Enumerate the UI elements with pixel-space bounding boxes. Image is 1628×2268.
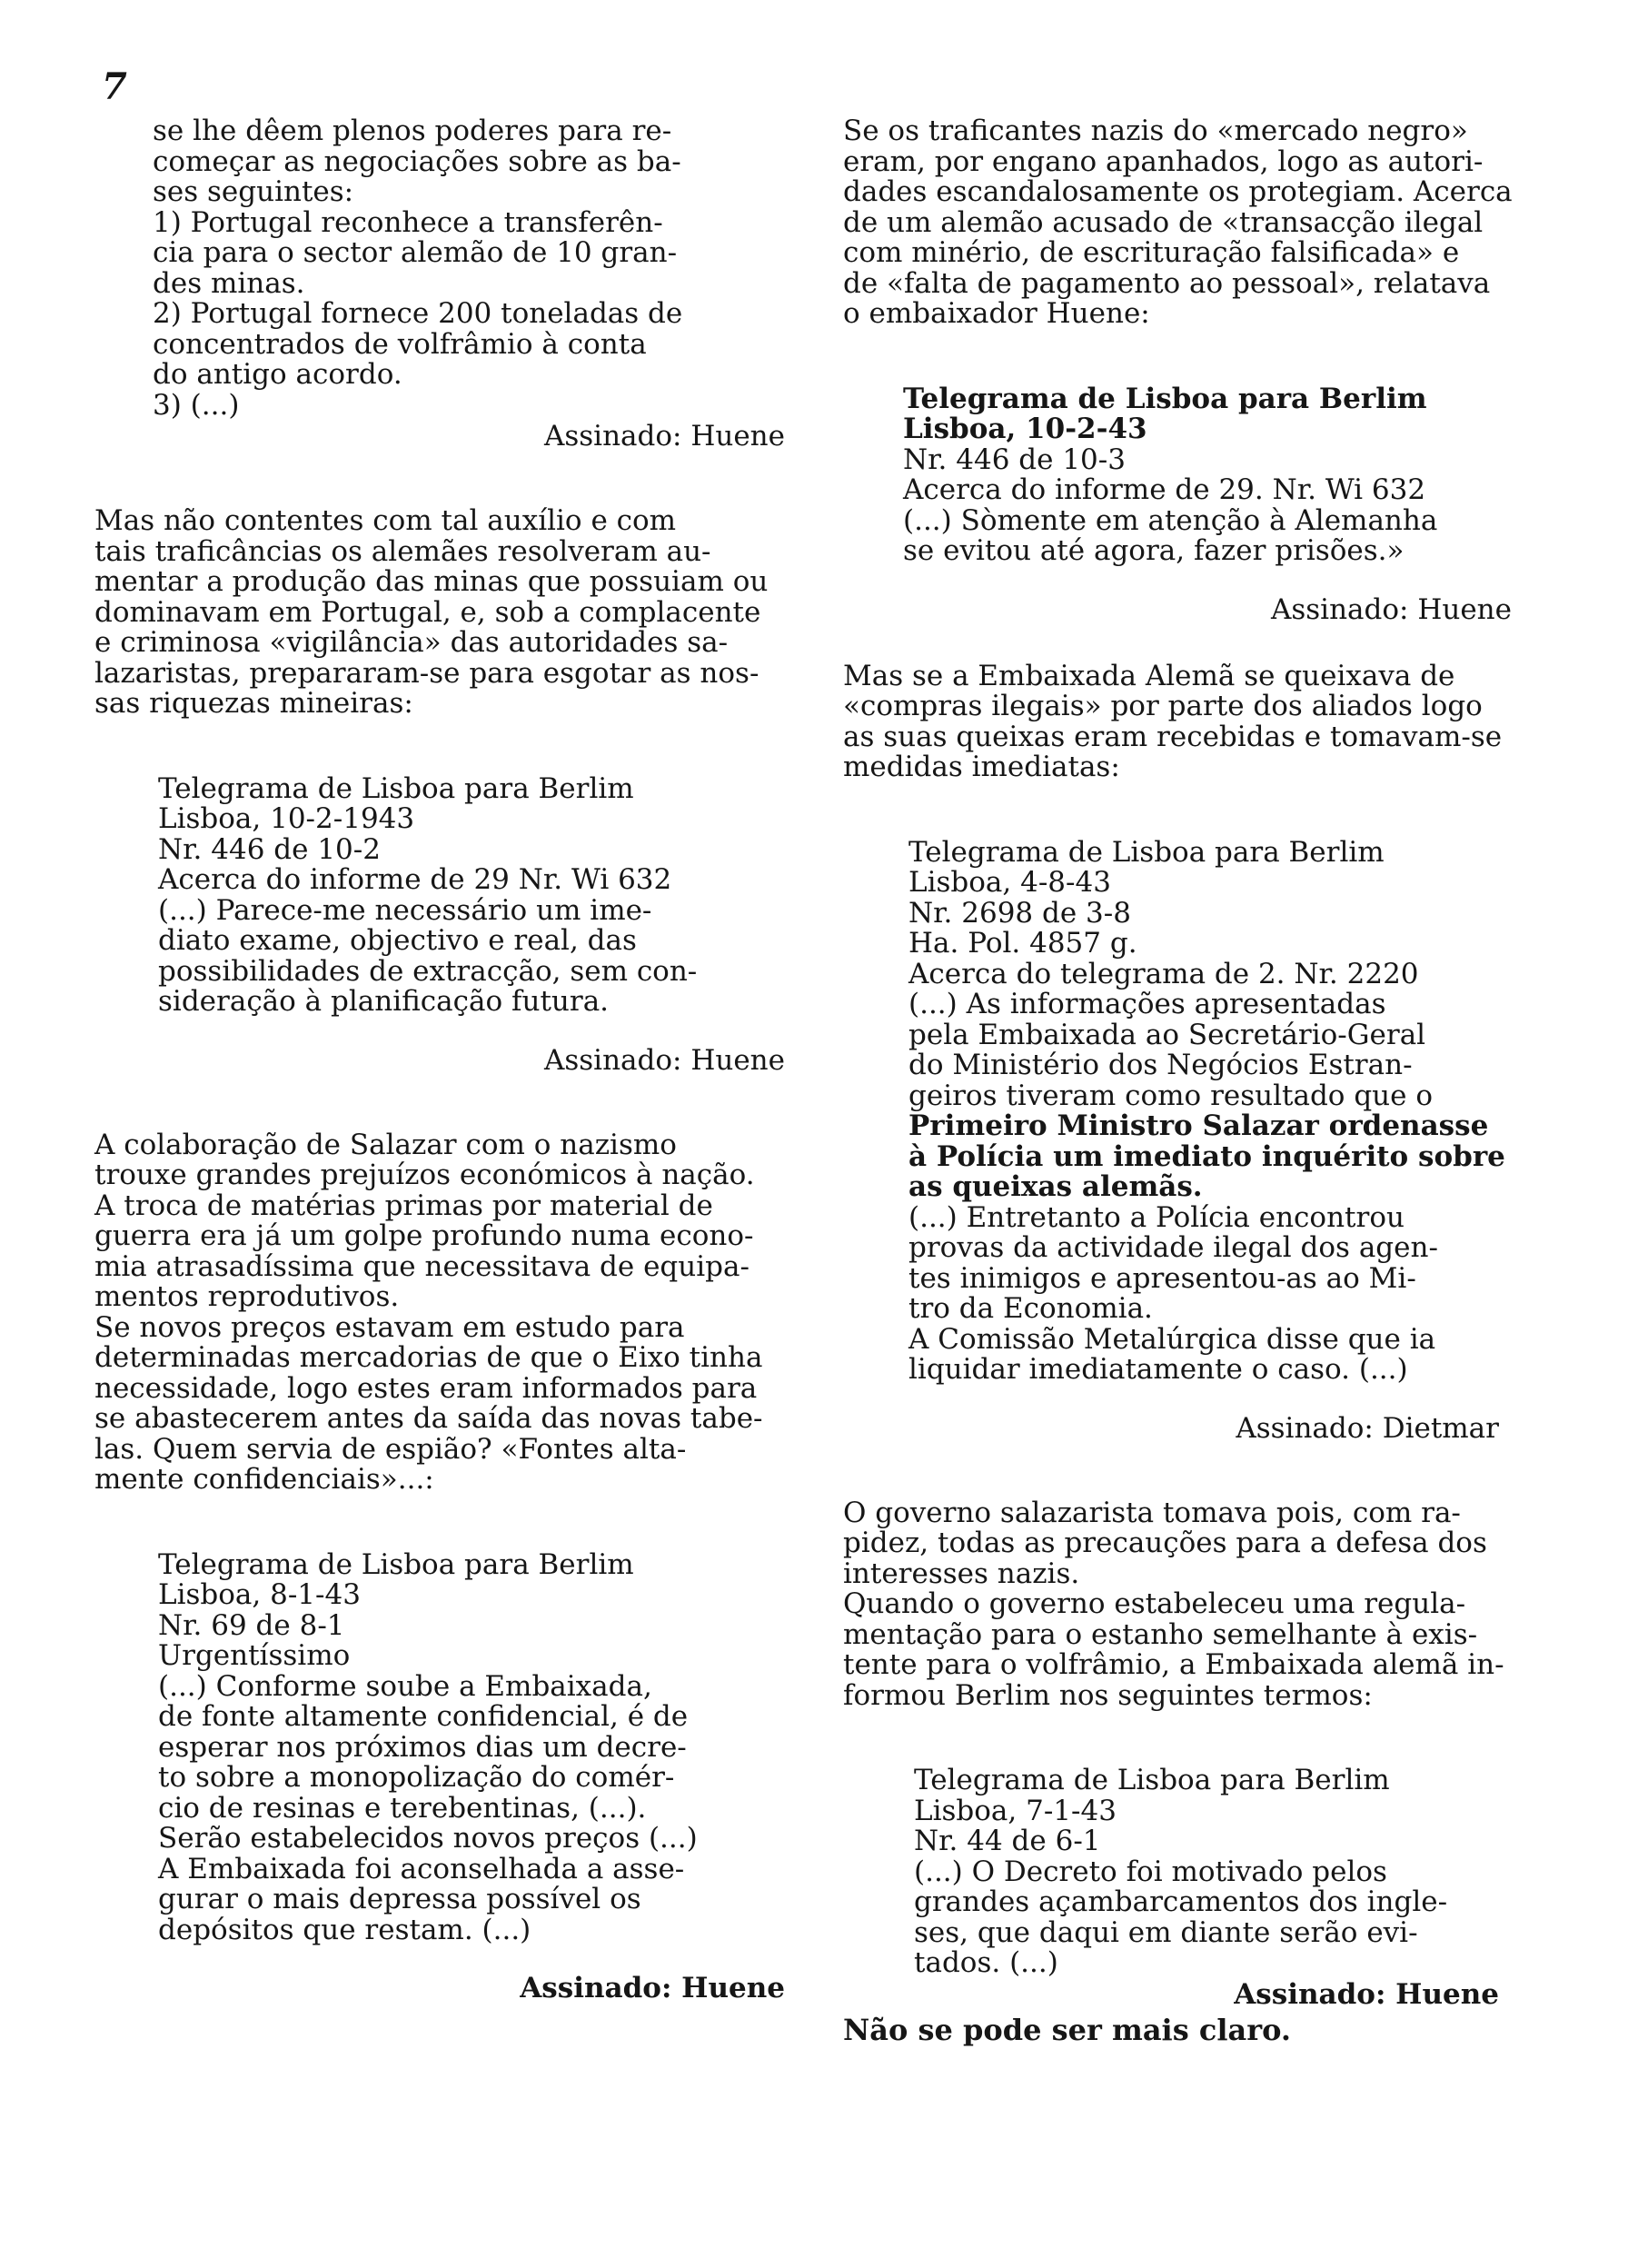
text-line: trouxe grandes prejuízos económicos à nação.: [94, 1159, 755, 1191]
closing-remark: Não se pode ser mais claro.: [843, 2012, 1292, 2047]
text-line: eram, por engano apanhados, logo as autori-: [843, 144, 1484, 178]
text-line: Nr. 2698 de 3-8: [908, 896, 1131, 930]
signature: Assinado: Dietmar: [1236, 1411, 1499, 1445]
text-line: 2) Portugal fornece 200 toneladas de: [153, 297, 683, 330]
text-line: tados. (...): [914, 1946, 1058, 1979]
text-line: Lisboa, 7-1-43: [914, 1794, 1117, 1827]
text-line: possibilidades de extracção, sem con-: [158, 954, 698, 988]
text-line: Ha. Pol. 4857 g.: [908, 927, 1137, 960]
page-number: 7: [102, 65, 127, 108]
text-line: necessidade, logo estes eram informados para: [94, 1371, 758, 1405]
paragraph: [58, 1130, 785, 1496]
text-line: tente para o volfrâmio, a Embaixada alemã in-: [843, 1648, 1504, 1681]
text-line: (...) Parece-me necessário um ime-: [158, 893, 652, 927]
text-line: Lisboa, 10-2-43: [903, 413, 1147, 445]
text-line: determinadas mercadorias de que o Eixo tinha: [94, 1341, 763, 1374]
text-line: Nr. 44 de 6-1: [914, 1825, 1101, 1857]
text-line: Lisboa, 8-1-43: [158, 1578, 361, 1611]
text-line: Quando o governo estabeleceu uma regula-: [843, 1587, 1466, 1620]
text-line: Telegrama de Lisboa para Berlim: [158, 771, 634, 805]
telegram-block: [903, 384, 1544, 567]
text-line: sas riquezas mineiras:: [94, 687, 413, 720]
text-line: A colaboração de Salazar com o nazismo: [94, 1128, 677, 1161]
text-line: (...) Conforme soube a Embaixada,: [158, 1669, 652, 1703]
text-line: «compras ilegais» por parte dos aliados logo: [843, 690, 1483, 722]
text-line: as suas queixas eram recebidas e tomavam-se: [843, 720, 1503, 753]
text-line: des minas.: [153, 266, 305, 300]
text-line: liquidar imediatamente o caso. (...): [908, 1353, 1408, 1386]
text-line: Mas se a Embaixada Alemã se queixava de: [843, 659, 1455, 692]
text-line: medidas imediatas:: [843, 751, 1120, 783]
text-line: (...) Entretanto a Polícia encontrou: [908, 1200, 1405, 1234]
text-line: mentar a produção das minas que possuiam ou: [94, 565, 769, 598]
text-line: com minério, de escrituração falsificada» e: [843, 236, 1460, 269]
text-line: ses seguintes:: [153, 175, 354, 208]
text-line: Urgentíssimo: [158, 1639, 351, 1672]
text-line: 3) (...): [153, 388, 240, 422]
text-line: mentos reprodutivos.: [94, 1280, 400, 1313]
signature: Assinado: Huene: [520, 1972, 785, 2004]
text-line: se evitou até agora, fazer prisões.»: [903, 534, 1405, 567]
signature: Assinado: Huene: [1270, 592, 1512, 626]
text-line: do antigo acordo.: [153, 358, 402, 391]
text-line: Primeiro Ministro Salazar ordenasse: [908, 1109, 1489, 1142]
intro-text: [58, 116, 785, 452]
text-line: as queixas alemãs.: [908, 1170, 1203, 1203]
left-column: [58, 116, 785, 2004]
text-line: Acerca do telegrama de 2. Nr. 2220: [908, 957, 1419, 990]
text-line: cia para o sector alemão de 10 gran-: [153, 236, 678, 269]
text-line: dades escandalosamente os protegiam. Acerca: [843, 175, 1513, 208]
text-line: se lhe dêem plenos poderes para re-: [153, 114, 672, 147]
text-line: Lisboa, 4-8-43: [908, 866, 1111, 899]
text-line: las. Quem servia de espião? «Fontes alta-: [94, 1432, 687, 1466]
text-line: começar as negociações sobre as ba-: [153, 144, 681, 178]
text-line: de um alemão acusado de «transacção ilegal: [843, 205, 1484, 239]
text-line: Acerca do informe de 29 Nr. Wi 632: [158, 863, 672, 896]
text-line: mentação para o estanho semelhante à exis-: [843, 1617, 1478, 1651]
text-line: geiros tiveram como resultado que o: [908, 1079, 1433, 1112]
text-line: o embaixador Huene:: [843, 297, 1150, 330]
paragraph: [843, 659, 1544, 783]
paragraph: [58, 506, 785, 720]
text-line: mente confidenciais»...:: [94, 1463, 434, 1496]
signature: Assinado: Huene: [543, 1043, 785, 1077]
text-line: se abastecerem antes da saída das novas tabe-: [94, 1402, 763, 1435]
text-line: A troca de matérias primas por material de: [94, 1189, 713, 1222]
text-line: Lisboa, 10-2-1943: [158, 802, 415, 835]
text-line: gurar o mais depressa possível os: [158, 1883, 641, 1915]
text-line: Nr. 446 de 10-2: [158, 832, 381, 866]
text-line: e criminosa «vigilância» das autoridades sa-: [94, 626, 729, 659]
text-line: de fonte altamente confidencial, é de: [158, 1700, 689, 1733]
text-line: Acerca do informe de 29. Nr. Wi 632: [903, 473, 1426, 506]
text-line: grandes açambarcamentos dos ingle-: [914, 1885, 1448, 1918]
telegram-block: [908, 835, 1544, 1386]
text-line: cio de resinas e terebentinas, (...).: [158, 1791, 647, 1825]
signature: Assinado: Huene: [1234, 1977, 1499, 2011]
right-column: [843, 116, 1544, 2046]
text-line: de «falta de pagamento ao pessoal», relatava: [843, 266, 1491, 300]
text-line: mia atrasadíssima que necessitava de equipa-: [94, 1249, 749, 1283]
paragraph: [843, 116, 1544, 330]
text-line: A Embaixada foi aconselhada a asse-: [158, 1852, 685, 1885]
text-line: Telegrama de Lisboa para Berlim: [914, 1764, 1390, 1796]
text-line: concentrados de volfrâmio à conta: [153, 327, 647, 361]
text-line: Nr. 69 de 8-1: [158, 1608, 345, 1642]
text-line: pidez, todas as precauções para a defesa dos: [843, 1527, 1487, 1559]
text-line: Se novos preços estavam em estudo para: [94, 1310, 685, 1344]
text-line: à Polícia um imediato inquérito sobre: [908, 1139, 1505, 1173]
text-line: provas da actividade ilegal dos agen-: [908, 1231, 1438, 1264]
text-line: tais traficâncias os alemães resolveram au-: [94, 534, 711, 568]
text-line: (...) Sòmente em atenção à Alemanha: [903, 503, 1438, 537]
text-line: esperar nos próximos dias um decre-: [158, 1730, 687, 1764]
text-line: Serão estabelecidos novos preços (...): [158, 1822, 698, 1855]
text-line: Mas não contentes com tal auxílio e com: [94, 504, 677, 537]
signature: Assinado: Huene: [543, 420, 785, 453]
text-line: diato exame, objectivo e real, das: [158, 924, 637, 957]
text-line: formou Berlim nos seguintes termos:: [843, 1678, 1373, 1712]
telegram-block: [914, 1766, 1544, 1979]
text-line: do Ministério dos Negócios Estran-: [908, 1049, 1413, 1081]
text-line: to sobre a monopolização do comér-: [158, 1761, 675, 1794]
text-line: A Comissão Metalúrgica disse que ia: [908, 1322, 1436, 1356]
text-line: O governo salazarista tomava pois, com ra-: [843, 1496, 1461, 1529]
telegram-block: [158, 1547, 785, 1946]
text-line: guerra era já um golpe profundo numa econo-: [94, 1219, 754, 1252]
text-line: lazaristas, prepararam-se para esgotar as nos-: [94, 656, 759, 690]
text-line: (...) As informações apresentadas: [908, 988, 1386, 1020]
text-line: Telegrama de Lisboa para Berlim: [158, 1547, 634, 1581]
telegram-block: [158, 771, 785, 1018]
text-line: interesses nazis.: [843, 1557, 1080, 1590]
text-line: 1) Portugal reconhece a transferên-: [153, 205, 663, 239]
text-line: Telegrama de Lisboa para Berlim: [903, 382, 1427, 415]
text-line: tro da Economia.: [908, 1292, 1153, 1325]
text-line: tes inimigos e apresentou-as ao Mi-: [908, 1261, 1416, 1295]
text-line: pela Embaixada ao Secretário-Geral: [908, 1018, 1426, 1051]
text-line: Se os traficantes nazis do «mercado negro»: [843, 114, 1468, 147]
paragraph: [843, 1498, 1544, 1712]
text-line: depósitos que restam. (...): [158, 1913, 531, 1946]
text-line: Nr. 446 de 10-3: [903, 443, 1126, 476]
text-line: (...) O Decreto foi motivado pelos: [914, 1855, 1387, 1888]
text-line: Telegrama de Lisboa para Berlim: [908, 835, 1385, 869]
text-line: dominavam em Portugal, e, sob a complacente: [94, 595, 761, 629]
text-line: ses, que daqui em diante serão evi-: [914, 1915, 1418, 1949]
text-line: sideração à planificação futura.: [158, 985, 610, 1018]
